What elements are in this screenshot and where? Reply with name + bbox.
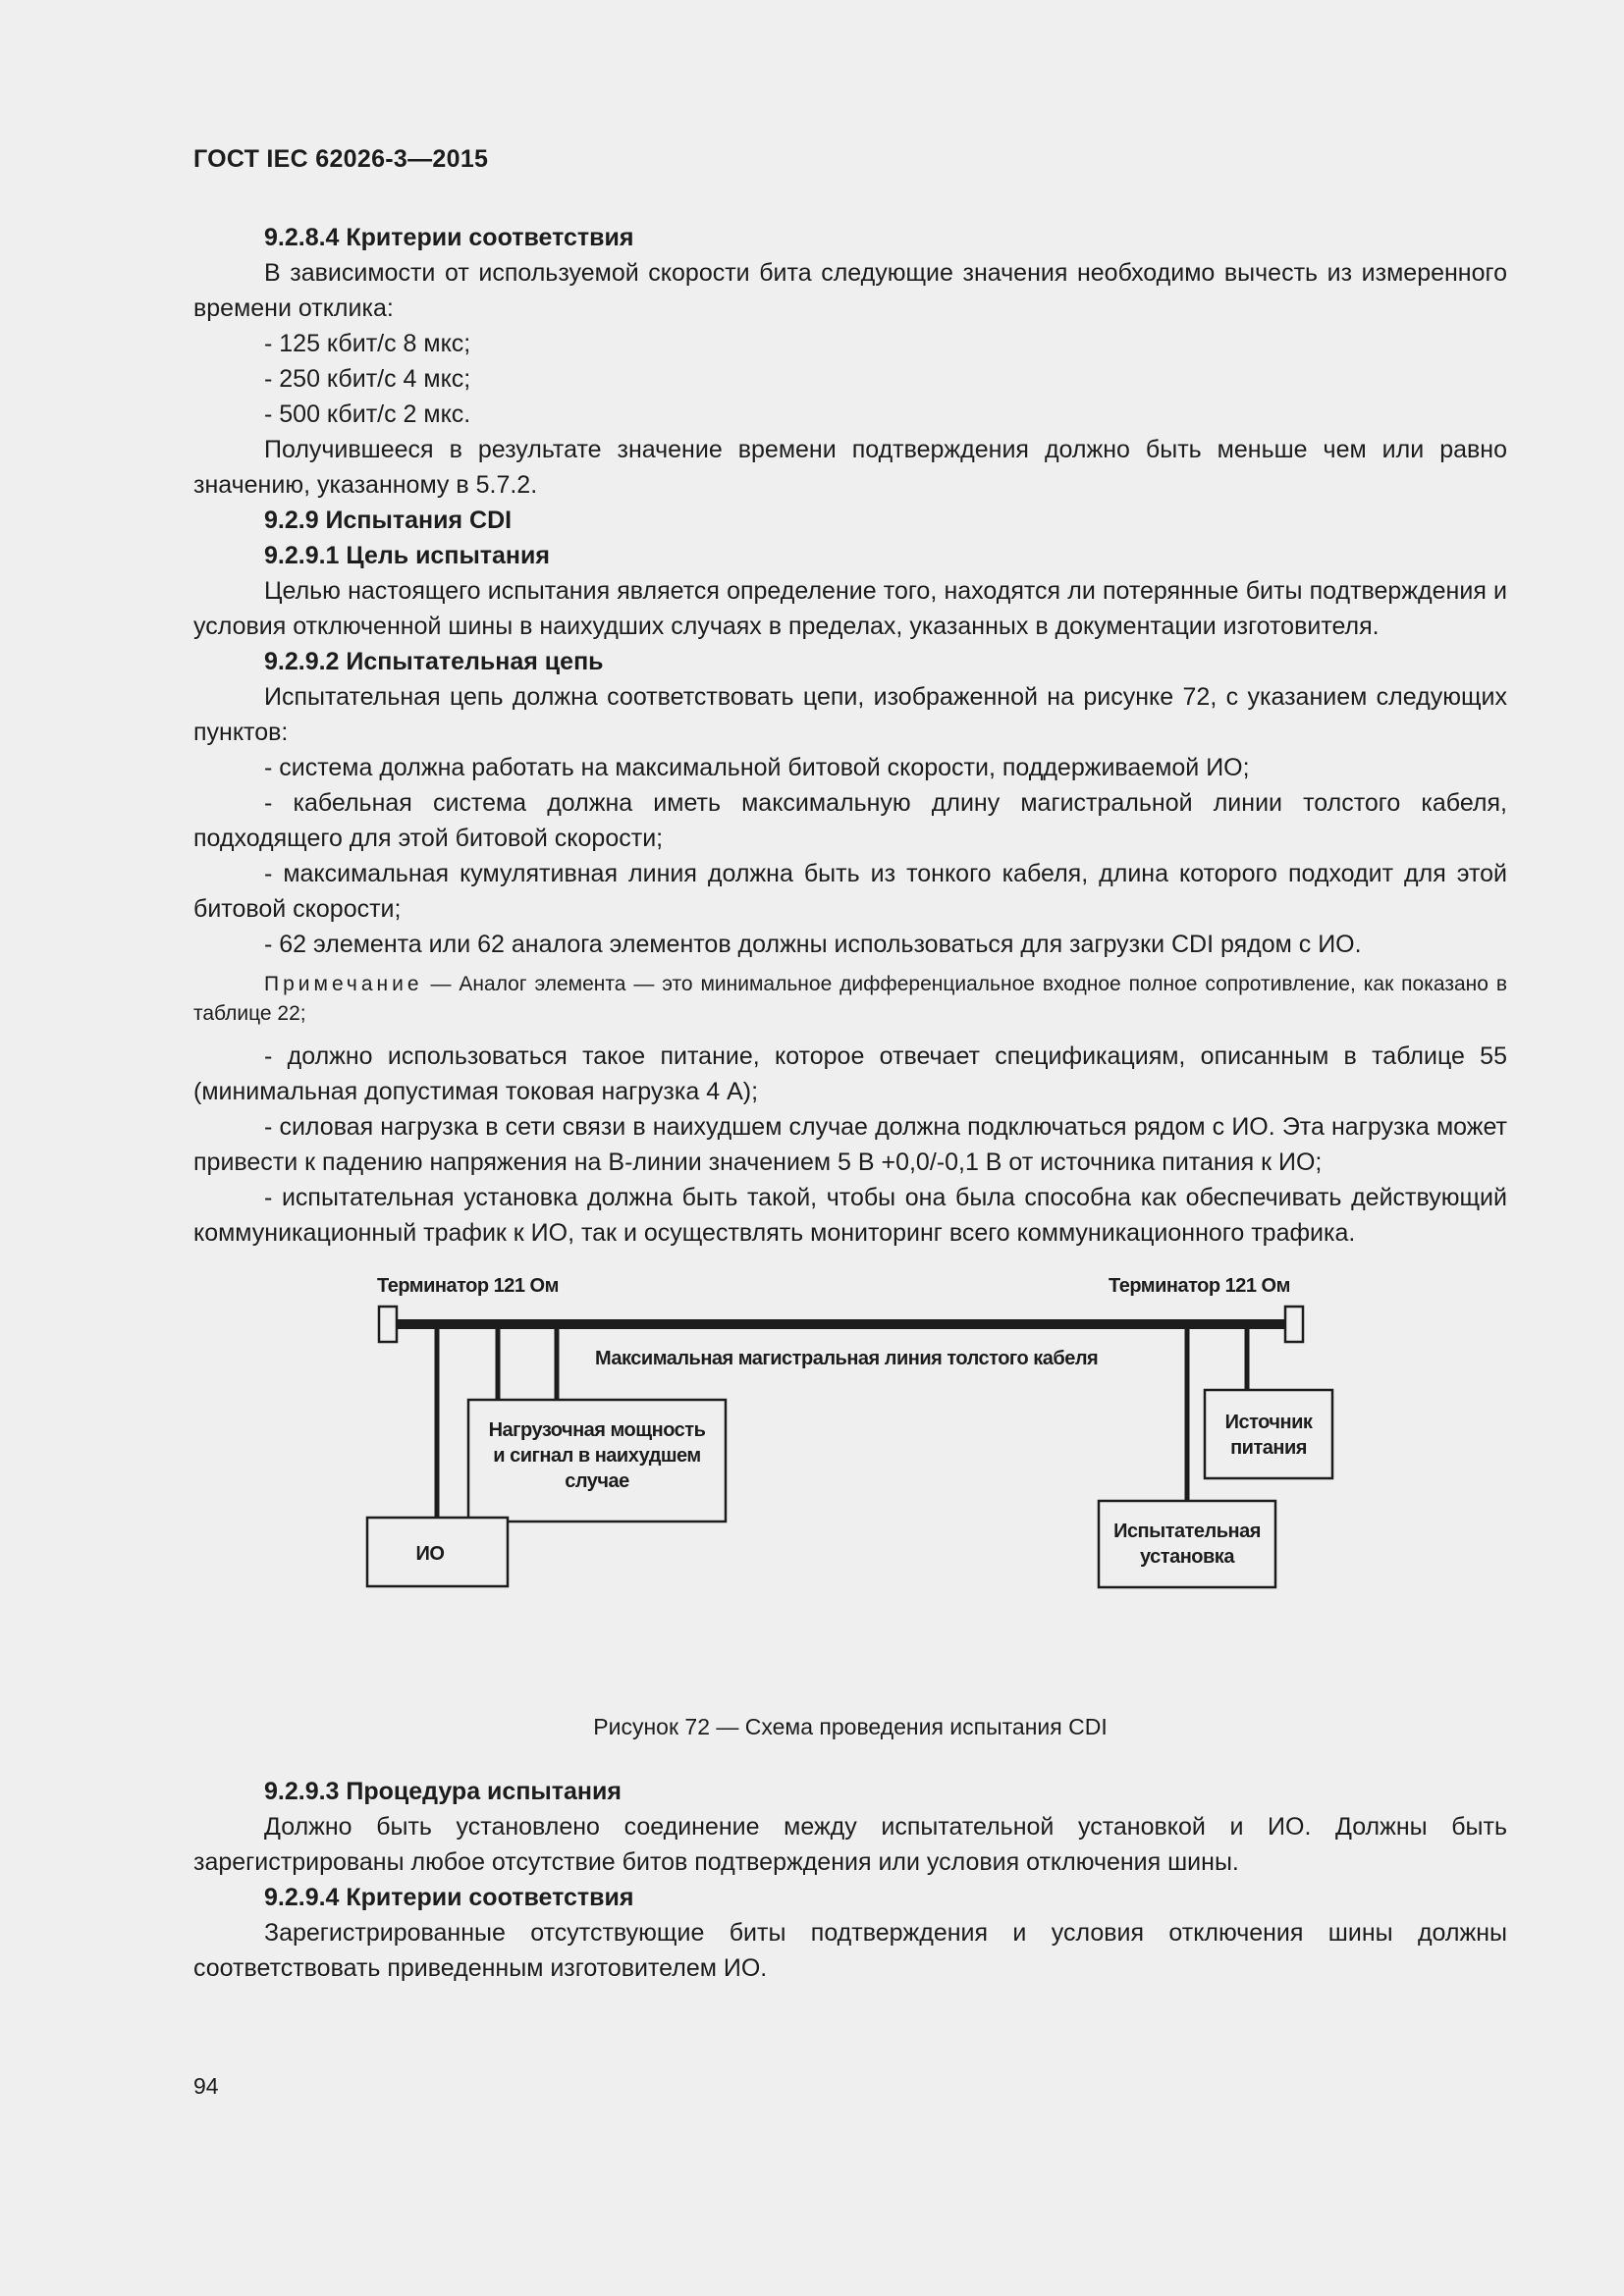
figure-72 (193, 1262, 1507, 1709)
test-box-line-2: установка (1140, 1546, 1234, 1568)
paragraph-9292-intro: Испытательная цепь должна соответствовать цепи, изображенной на рисунке 72, с указанием следующих пунктов: (193, 683, 1507, 746)
section-heading-9294: 9.2.9.4 Критерии соответствия (264, 1884, 634, 1911)
paragraph-9293: Должно быть установлено соединение между испытательной установкой и ИО. Должны быть зарегистрированы любое отсутствие битов подтверждения или условия отключения шины. (193, 1813, 1507, 1876)
figure-caption: Рисунок 72 — Схема проведения испытания CDI (593, 1714, 1108, 1739)
note-label: Примечание (264, 973, 423, 995)
load-box-line-2: и сигнал в наихудшем (493, 1445, 701, 1467)
load-box-line-3: случае (565, 1470, 629, 1492)
note-text: — Аналог элемента — это минимальное дифференциальное входное полное сопротивление, как показано в таблице 22; (193, 973, 1507, 1025)
test-box-line-1: Испытательная (1113, 1521, 1261, 1542)
section-heading-9284: 9.2.8.4 Критерии соответствия (264, 224, 634, 251)
load-box-line-1: Нагрузочная мощность (488, 1419, 706, 1441)
list-item: - силовая нагрузка в сети связи в наихудшем случае должна подключаться рядом с ИО. Эта нагрузка может привести к падению напряжения на В-линии значением 5 В +0,0/-0,1 В от источника питания к ИО; (193, 1113, 1507, 1176)
terminator-left-label: Терминатор 121 Ом (377, 1275, 559, 1297)
section-heading-929: 9.2.9 Испытания CDI (264, 507, 513, 534)
list-item: - кабельная система должна иметь максимальную длину магистральной линии толстого кабеля, подходящего для этой битовой скорости; (193, 789, 1507, 852)
paragraph-9284-result: Получившееся в результате значение времени подтверждения должно быть меньше чем или равно значению, указанному в 5.7.2. (193, 436, 1507, 499)
list-item: - испытательная установка должна быть такой, чтобы она была способна как обеспечивать действующий коммуникационный трафик к ИО, так и осуществлять мониторинг всего коммуникационного трафика. (193, 1184, 1507, 1247)
terminator-left (379, 1307, 397, 1342)
list-item: - 62 элемента или 62 аналога элементов должны использоваться для загрузки CDI рядом с ИО. (264, 931, 1362, 958)
page-number: 94 (193, 2073, 219, 2099)
terminator-right-label: Терминатор 121 Ом (1109, 1275, 1290, 1297)
document-header: ГОСТ IEC 62026-3—2015 (193, 145, 489, 173)
list-item: - максимальная кумулятивная линия должна быть из тонкого кабеля, длина которого подходит для этой битовой скорости; (193, 860, 1507, 923)
paragraph-9294: Зарегистрированные отсутствующие биты подтверждения и условия отключения шины должны соответствовать приведенным изготовителем ИО. (193, 1919, 1507, 1982)
paragraph-9291: Целью настоящего испытания является определение того, находятся ли потерянные биты подтверждения и условия отключенной шины в наихудших случаях в пределах, указанных в документации изготовителя. (193, 577, 1507, 640)
test-setup-box (1099, 1501, 1275, 1587)
io-box-label: ИО (415, 1543, 445, 1565)
list-item: - 125 кбит/с 8 мкс; (264, 330, 471, 357)
note (193, 970, 1507, 1029)
paragraph-9284-intro: В зависимости от используемой скорости бита следующие значения необходимо вычесть из измеренного времени отклика: (193, 259, 1507, 322)
terminator-right (1285, 1307, 1303, 1342)
list-item: - 250 кбит/с 4 мкс; (264, 365, 471, 393)
list-item: - должно использоваться такое питание, которое отвечает спецификациям, описанным в таблице 55 (минимальная допустимая токовая нагрузка 4 А); (193, 1042, 1507, 1105)
power-supply-box (1205, 1390, 1332, 1478)
list-item: - 500 кбит/с 2 мкс. (264, 400, 471, 428)
section-heading-9293: 9.2.9.3 Процедура испытания (264, 1778, 622, 1805)
power-box-line-1: Источник (1224, 1412, 1313, 1433)
circuit-diagram (193, 1262, 1507, 1596)
trunk-line-label: Максимальная магистральная линия толстого кабеля (595, 1348, 1099, 1369)
section-heading-9291: 9.2.9.1 Цель испытания (264, 542, 550, 569)
power-box-line-2: питания (1230, 1437, 1307, 1459)
section-heading-9292: 9.2.9.2 Испытательная цепь (264, 648, 604, 675)
list-item: - система должна работать на максимальной битовой скорости, поддерживаемой ИО; (264, 754, 1250, 781)
document-body (193, 220, 1507, 1986)
